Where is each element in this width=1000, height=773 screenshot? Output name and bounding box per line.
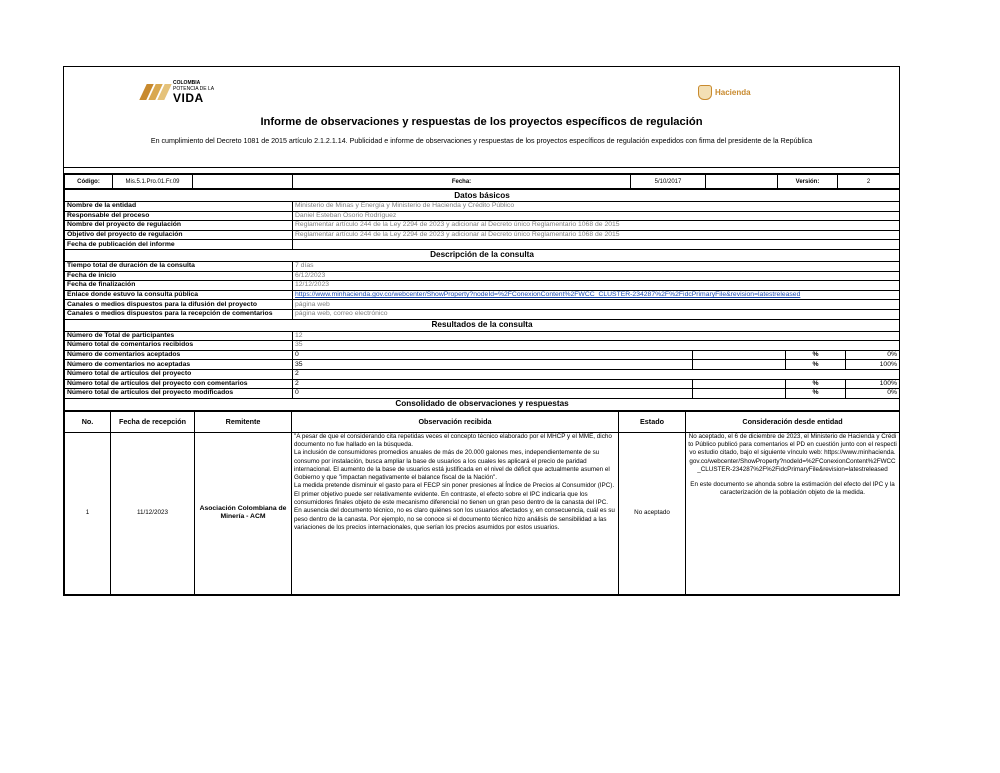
pct-label: % bbox=[786, 379, 846, 389]
observacion-paragraph: "A pesar de que el considerando cita repetidas veces el concepto técnico elaborado por el MHCP y el MME, dicho documento no fue hallado en la búsqueda. bbox=[294, 432, 612, 448]
consideracion-paragraph: En este documento se ahonda sobre la estimación del efecto del IPC y la caracterización de la población objeto de la medida. bbox=[690, 481, 895, 497]
label-participantes: Número de Total de participantes bbox=[65, 331, 293, 341]
label-enlace: Enlace donde estuvo la consulta pública bbox=[65, 290, 293, 300]
value-aceptados: 0 bbox=[293, 350, 693, 360]
label-fecha-inicio: Fecha de inicio bbox=[65, 271, 293, 281]
consulta-link[interactable]: https://www.minhacienda.gov.co/webcenter/ShowProperty?nodeId=%2FConexionContent%2FWCC_CLUSTER-234287%2F%2FidcPrimaryFile&revision=latestreleased bbox=[293, 290, 900, 300]
col-fecha: Fecha de recepción bbox=[111, 411, 195, 432]
logo-mark-icon bbox=[139, 82, 169, 102]
main-table bbox=[64, 189, 900, 411]
value-tiempo: 7 días bbox=[293, 261, 900, 271]
pct-articulos-comentarios: 100% bbox=[846, 379, 900, 389]
observacion-paragraph: La inclusión de consumidores promedios anuales de más de 20.000 galones mes, independientemente de su consumo por instalación, busca ampliar la base de usuarios a los cuales les aplicará el precio de paridad internacional. El aumento de la base de usuarios está justificada en el nivel de déficit que actualmente asumen el Gobierno y que "impactan negativamente el balance fiscal de la Nación". bbox=[294, 449, 610, 482]
section-consolidado: Consolidado de observaciones y respuestas bbox=[65, 398, 900, 410]
label-fecha-publicacion: Fecha de publicación del informe bbox=[65, 240, 293, 250]
code-table bbox=[64, 174, 900, 189]
row-estado: No aceptado bbox=[619, 432, 686, 594]
value-fecha-fin: 12/12/2023 bbox=[293, 281, 900, 291]
row-observacion bbox=[292, 432, 619, 594]
observacion-paragraph: La medida pretende disminuir el gasto para el FECP sin poner presiones al Índice de Precios al Consumidor (IPC). bbox=[294, 482, 615, 490]
value-objetivo: Reglamentar artículo 244 de la Ley 2294 de 2023 y adicionar al Decreto único Reglamentario 1068 de 2015 bbox=[293, 230, 900, 240]
logo-small-1: COLOMBIA bbox=[173, 80, 201, 86]
pct-aceptados: 0% bbox=[846, 350, 900, 360]
label-articulos-comentarios: Número total de artículos del proyecto con comentarios bbox=[65, 379, 293, 389]
date-value: 5/10/2017 bbox=[631, 175, 706, 189]
value-no-aceptados: 35 bbox=[293, 360, 693, 370]
section-descripcion: Descripción de la consulta bbox=[65, 249, 900, 261]
label-no-aceptados: Número de comentarios no aceptadas bbox=[65, 360, 293, 370]
label-nombre-proyecto: Nombre del proyecto de regulación bbox=[65, 221, 293, 231]
value-articulos: 2 bbox=[293, 369, 900, 379]
col-estado: Estado bbox=[619, 411, 686, 432]
col-consideracion: Consideración desde entidad bbox=[686, 411, 900, 432]
section-resultados: Resultados de la consulta bbox=[65, 319, 900, 331]
label-aceptados: Número de comentarios aceptados bbox=[65, 350, 293, 360]
version-value: 2 bbox=[838, 175, 900, 189]
colombia-vida-logo bbox=[139, 80, 214, 104]
value-participantes: 12 bbox=[293, 331, 900, 341]
value-fecha-inicio: 6/12/2023 bbox=[293, 271, 900, 281]
hacienda-logo bbox=[698, 85, 751, 100]
label-difusion: Canales o medios dispuestos para la difusión del proyecto bbox=[65, 300, 293, 310]
value-nombre-proyecto: Reglamentar artículo 244 de la Ley 2294 de 2023 y adicionar al Decreto único Reglamentario 1068 de 2015 bbox=[293, 221, 900, 231]
row-fecha: 11/12/2023 bbox=[111, 432, 195, 594]
label-comentarios-recibidos: Número total de comentarios recibidos bbox=[65, 341, 293, 351]
label-recepcion: Canales o medios dispuestos para la recepción de comentarios bbox=[65, 309, 293, 319]
page-subtitle: En cumplimiento del Decreto 1081 de 2015 artículo 2.1.2.1.14. Publicidad e informe de observaciones y respuestas de los proyectos específicos de regulación expedidos con firma del presidente de la República bbox=[150, 137, 813, 145]
pct-label: % bbox=[786, 350, 846, 360]
value-responsable: Daniel Esteban Osorio Rodríguez bbox=[293, 211, 900, 221]
col-observacion: Observación recibida bbox=[292, 411, 619, 432]
table-row bbox=[65, 432, 900, 594]
observacion-paragraph: El primer objetivo puede ser relativamente evidente. En contraste, el efecto sobre el IPC indicaría que los consumidores finales objeto de este mecanismo diferencial no tienen un gran peso dentro de la canasta del IPC. En ausencia del documento técnico, no es claro quiénes son los usuarios afectados y, en consecuencia, cuál es su peso dentro de la canasta. Por ejemplo, no se conoce si el documento técnico hizo análisis de sensibilidad a las variaciones de los precios internacionales, que serían los precios asumidos por estos usuarios. bbox=[294, 490, 615, 531]
value-comentarios-recibidos: 35 bbox=[293, 341, 900, 351]
row-remitente: Asociación Colombiana de Minería - ACM bbox=[195, 432, 292, 594]
value-entidad: Ministerio de Minas y Energía y Ministerio de Hacienda y Crédito Público bbox=[293, 202, 900, 212]
logo-small-2: POTENCIA DE LA bbox=[173, 86, 215, 92]
section-datos-basicos: Datos básicos bbox=[65, 190, 900, 202]
label-fecha-fin: Fecha de finalización bbox=[65, 281, 293, 291]
pct-label: % bbox=[786, 360, 846, 370]
report-header bbox=[64, 67, 899, 168]
label-tiempo: Tiempo total de duración de la consulta bbox=[65, 261, 293, 271]
hacienda-label: Hacienda bbox=[715, 88, 751, 97]
consolidado-table bbox=[64, 411, 900, 595]
label-entidad: Nombre de la entidad bbox=[65, 202, 293, 212]
label-objetivo: Objetivo del proyecto de regulación bbox=[65, 230, 293, 240]
coat-of-arms-icon bbox=[698, 85, 712, 100]
value-difusion: página web bbox=[293, 300, 900, 310]
value-fecha-publicacion[interactable] bbox=[293, 240, 900, 250]
pct-no-aceptados: 100% bbox=[846, 360, 900, 370]
row-consideracion bbox=[686, 432, 900, 594]
date-label: Fecha: bbox=[293, 175, 631, 189]
col-remitente: Remitente bbox=[195, 411, 292, 432]
col-no: No. bbox=[65, 411, 111, 432]
report-sheet bbox=[63, 66, 900, 596]
label-articulos: Número total de artículos del proyecto bbox=[65, 369, 293, 379]
row-no: 1 bbox=[65, 432, 111, 594]
code-value: Mis.5.1.Pro.01.Fr.09 bbox=[113, 175, 193, 189]
consideracion-paragraph: No aceptado, el 6 de diciembre de 2023, el Ministerio de Hacienda y Crédito Público publicó para comentarios el PD en cuestión junto con el respectivo estudio citado, bajo el siguiente vínculo web: https://www.minhacienda.gov.co/webcenter/ShowProperty?nodeId=%2FConexionContent%2FWCC_CLUSTER-234287%2F%2FidcPrimaryFile&revision=latestreleased bbox=[688, 432, 897, 473]
pct-label: % bbox=[786, 389, 846, 399]
label-articulos-modificados: Número total de artículos del proyecto modificados bbox=[65, 389, 293, 399]
page-title: Informe de observaciones y respuestas de los proyectos específicos de regulación bbox=[260, 116, 703, 128]
logo-big: VIDA bbox=[173, 91, 204, 105]
code-label: Código: bbox=[65, 175, 113, 189]
value-recepcion: página web, correo electrónico bbox=[293, 309, 900, 319]
label-responsable: Responsable del proceso bbox=[65, 211, 293, 221]
pct-articulos-modificados: 0% bbox=[846, 389, 900, 399]
version-label: Versión: bbox=[778, 175, 838, 189]
value-articulos-modificados: 0 bbox=[293, 389, 693, 399]
value-articulos-comentarios: 2 bbox=[293, 379, 693, 389]
